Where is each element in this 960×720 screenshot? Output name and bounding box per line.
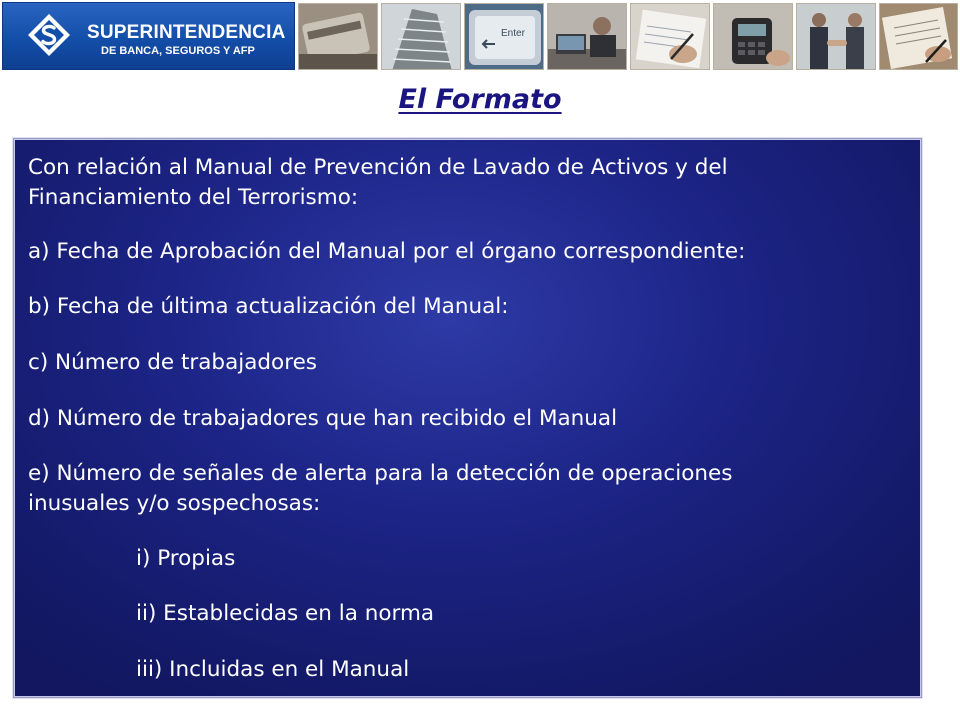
laptop-businessman-photo [547,3,627,70]
intro-line-2: Financiamiento del Terrorismo: [28,185,359,210]
document-writing-photo [879,3,958,70]
logo-subtitle: DE BANCA, SEGUROS Y AFP [101,45,255,57]
sub-item-iii: iii) Incluidas en el Manual [136,657,410,682]
item-b: b) Fecha de última actualización del Manual: [28,294,509,319]
credit-card-photo [298,3,378,70]
sub-item-ii: ii) Establecidas en la norma [136,601,435,626]
intro-line-1: Con relación al Manual de Prevención de Lavado de Activos y del [28,155,728,180]
logo-title: SUPERINTENDENCIA [87,22,286,43]
header-banner [0,0,960,72]
keyboard-enter-key-photo [464,3,544,70]
item-e-line-2: inusuales y/o sospechosas: [28,491,321,516]
svg-text:Enter: Enter [501,28,525,39]
sbs-logo [2,2,295,70]
hand-signing-document-photo [630,3,710,70]
card-terminal-photo [713,3,793,70]
item-d: d) Número de trabajadores que han recibido el Manual [28,406,618,431]
page-title: El Formato [398,84,562,115]
sbs-diamond-logo-icon [27,13,71,57]
content-panel [13,138,922,698]
item-a: a) Fecha de Aprobación del Manual por el órgano correspondiente: [28,239,746,264]
office-building-photo [381,3,461,70]
item-e-line-1: e) Número de señales de alerta para la detección de operaciones [28,461,733,486]
item-c: c) Número de trabajadores [28,350,318,375]
sub-item-i: i) Propias [136,546,236,571]
business-handshake-photo [796,3,876,70]
